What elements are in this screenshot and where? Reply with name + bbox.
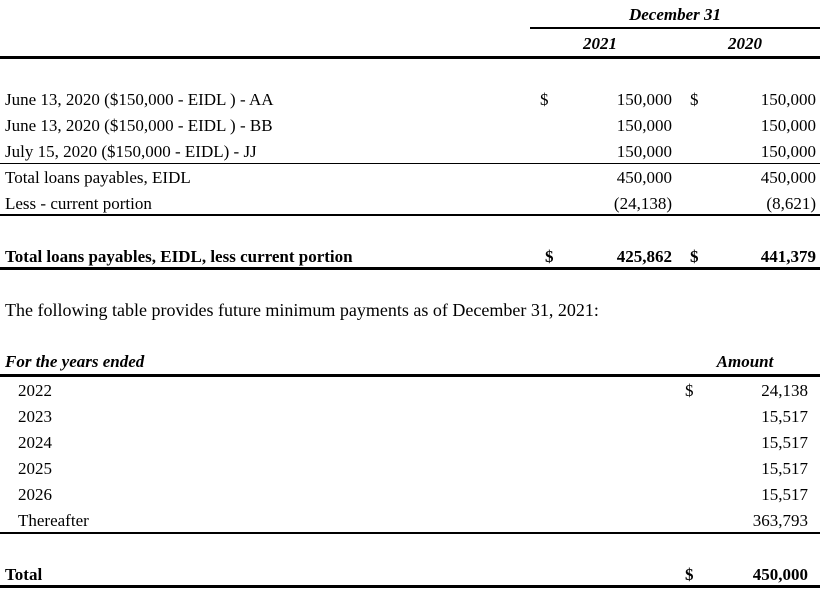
- total-loans-label: Total loans payables, EIDL: [5, 168, 191, 187]
- schedule-year: 2022: [18, 381, 52, 400]
- schedule-year: 2024: [18, 433, 52, 452]
- col-header-2021: 2021: [583, 34, 617, 53]
- loan-row-2020: 150,000: [760, 142, 816, 161]
- dollar-sign: $: [690, 247, 699, 266]
- loan-row-label: July 15, 2020 ($150,000 - EIDL) - JJ: [5, 142, 257, 161]
- schedule-total-amount: 450,000: [752, 565, 808, 584]
- loan-row-2020: 150,000: [760, 90, 816, 109]
- schedule-amount: 15,517: [761, 433, 808, 452]
- schedule-header-rule: [0, 374, 820, 377]
- schedule-amount: 363,793: [752, 511, 808, 530]
- dollar-sign: $: [540, 90, 549, 109]
- schedule-subtotal-rule: [0, 532, 820, 534]
- dollar-sign: $: [685, 565, 694, 584]
- schedule-amount: 15,517: [761, 407, 808, 426]
- total-loans-2020: 450,000: [760, 168, 816, 187]
- loan-row-2021: 150,000: [616, 90, 672, 109]
- schedule-year: Thereafter: [18, 511, 89, 530]
- schedule-amount: 15,517: [761, 485, 808, 504]
- schedule-amount: 24,138: [761, 381, 808, 400]
- current-portion-2021: (24,138): [613, 194, 672, 213]
- loan-row-2021: 150,000: [616, 116, 672, 135]
- loan-row-2021: 150,000: [616, 142, 672, 161]
- current-portion-label: Less - current portion: [5, 194, 152, 213]
- loan-row-label: June 13, 2020 ($150,000 - EIDL ) - BB: [5, 116, 273, 135]
- net-total-2021: 425,862: [616, 247, 672, 266]
- dollar-sign: $: [690, 90, 699, 109]
- loan-row-2020: 150,000: [760, 116, 816, 135]
- schedule-amount: 15,517: [761, 459, 808, 478]
- header-rule: [0, 56, 820, 59]
- schedule-header-amount: Amount: [716, 352, 774, 371]
- dollar-sign: $: [545, 247, 554, 266]
- net-total-rule: [0, 267, 820, 270]
- subtotal-rule: [0, 163, 820, 164]
- period-heading: December 31: [628, 5, 722, 24]
- col-header-2020: 2020: [728, 34, 762, 53]
- dollar-sign: $: [685, 381, 694, 400]
- net-total-2020: 441,379: [760, 247, 816, 266]
- schedule-total-rule: [0, 585, 820, 588]
- net-total-label: Total loans payables, EIDL, less current portion: [5, 247, 353, 266]
- loan-row-label: June 13, 2020 ($150,000 - EIDL ) - AA: [5, 90, 274, 109]
- period-underline: [530, 27, 820, 29]
- current-portion-2020: (8,621): [766, 194, 816, 213]
- current-portion-rule: [0, 214, 820, 216]
- schedule-intro-text: The following table provides future minimum payments as of December 31, 2021:: [5, 300, 599, 320]
- schedule-year: 2023: [18, 407, 52, 426]
- schedule-header-label: For the years ended: [5, 352, 145, 371]
- total-loans-2021: 450,000: [616, 168, 672, 187]
- schedule-year: 2025: [18, 459, 52, 478]
- schedule-total-label: Total: [5, 565, 43, 584]
- schedule-year: 2026: [18, 485, 52, 504]
